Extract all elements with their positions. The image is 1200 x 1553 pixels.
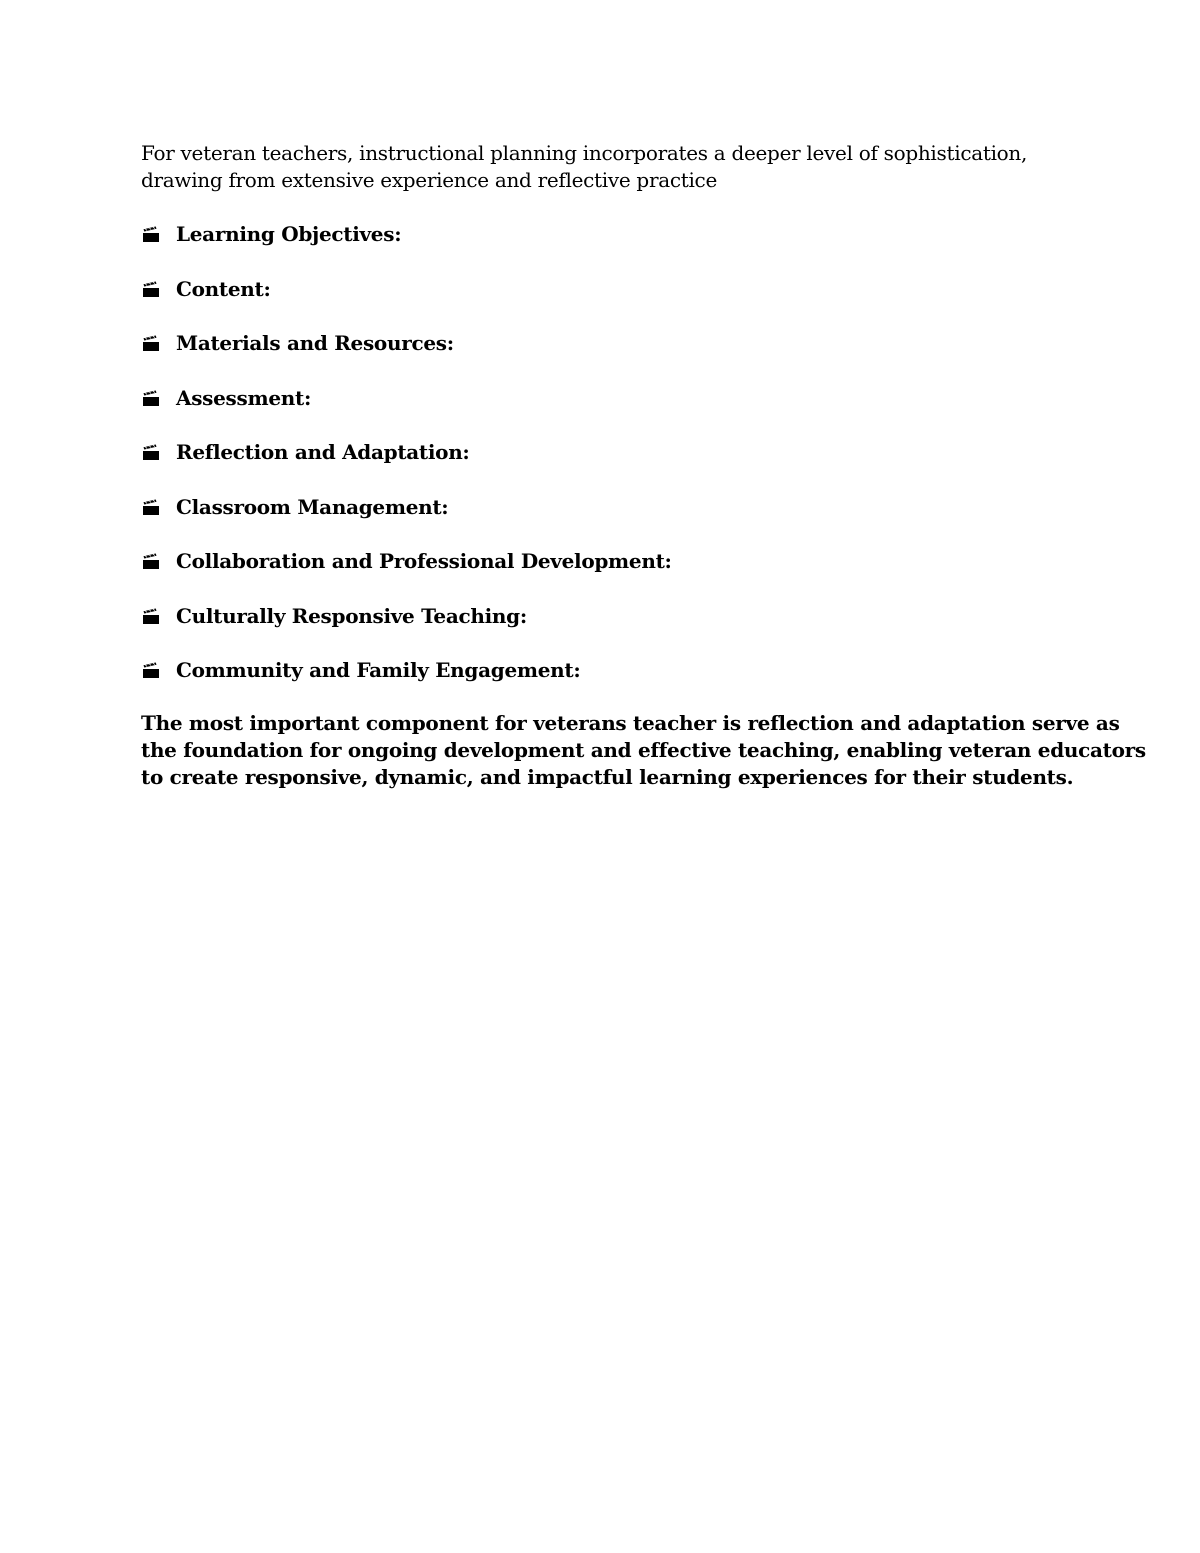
list-item bbox=[141, 384, 1071, 412]
list-item bbox=[141, 602, 1071, 630]
list-item-label: Learning Objectives: bbox=[176, 222, 402, 246]
list-item-label: Reflection and Adaptation: bbox=[176, 440, 470, 464]
clapperboard-icon bbox=[141, 280, 161, 298]
component-list bbox=[141, 220, 1071, 684]
clapperboard-icon bbox=[141, 661, 161, 679]
closing-line: The most important component for veterans teacher is reflection and adaptation serve as bbox=[141, 710, 1120, 735]
closing-line: to create responsive, dynamic, and impactful learning experiences for their students. bbox=[141, 764, 1074, 789]
list-item-label: Assessment: bbox=[176, 385, 312, 410]
list-item-label: Content: bbox=[176, 276, 271, 301]
clapperboard-icon bbox=[141, 443, 161, 461]
document-body bbox=[141, 140, 1146, 791]
list-item bbox=[141, 547, 1071, 575]
intro-line: drawing from extensive experience and reflective practice bbox=[141, 168, 717, 192]
list-item-label: Culturally Responsive Teaching: bbox=[176, 603, 527, 628]
list-item bbox=[141, 438, 1071, 466]
closing-paragraph bbox=[141, 710, 1146, 791]
clapperboard-icon bbox=[141, 225, 161, 243]
closing-line: the foundation for ongoing development and effective teaching, enabling veteran educators bbox=[141, 737, 1146, 762]
list-item bbox=[141, 329, 1071, 357]
list-item bbox=[141, 656, 1071, 684]
list-item bbox=[141, 220, 1071, 248]
clapperboard-icon bbox=[141, 498, 161, 516]
clapperboard-icon bbox=[141, 552, 161, 570]
clapperboard-icon bbox=[141, 607, 161, 625]
intro-line: For veteran teachers, instructional planning incorporates a deeper level of sophistication, bbox=[141, 141, 1028, 165]
list-item-label: Community and Family Engagement: bbox=[176, 658, 581, 682]
list-item-label: Materials and Resources: bbox=[176, 331, 454, 355]
list-item bbox=[141, 493, 1071, 521]
list-item bbox=[141, 275, 1071, 303]
clapperboard-icon bbox=[141, 389, 161, 407]
intro-paragraph bbox=[141, 140, 1071, 194]
list-item-label: Collaboration and Professional Development: bbox=[176, 549, 672, 573]
list-item-label: Classroom Management: bbox=[176, 494, 449, 519]
clapperboard-icon bbox=[141, 334, 161, 352]
